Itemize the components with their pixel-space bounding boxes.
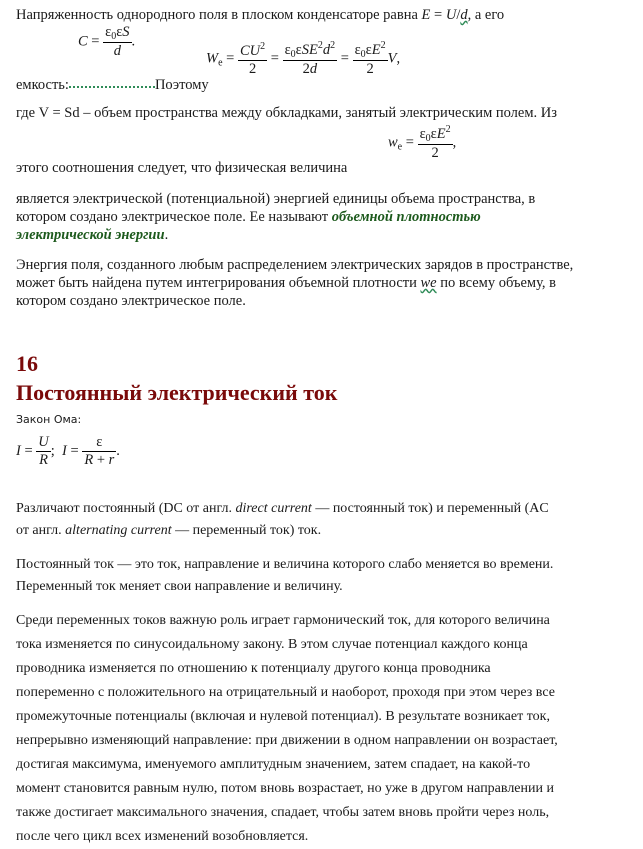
energy-density-formula: $w_e$ = $\frac{\varepsilon_0\varepsilon E^2}{2}$ , — [388, 124, 457, 161]
placeholder-line — [69, 86, 155, 88]
text-segment: , а его — [467, 7, 505, 23]
text-line: где V = Sd – объем пространства между обкладками, занятый электрическим полем. Из — [16, 105, 557, 121]
text-segment: Поэтому — [154, 77, 209, 93]
text-line: является электрической (потенциальной) энергией единицы объема пространства, в — [16, 191, 536, 207]
text-line: попеременно с положительного на отрицательный и наоборот, проходя при этом через все — [16, 685, 555, 700]
key-term: электрической энергии — [16, 227, 165, 243]
text-segment: Различают постоянный (DC от англ. — [16, 501, 236, 516]
text-segment: — постоянный ток) и переменный (AC — [311, 501, 549, 516]
text-line — [16, 575, 343, 599]
capacitance-formula: C = $\frac{\varepsilon_0\varepsilon S}{d}$ . — [78, 24, 136, 59]
text-line — [16, 75, 209, 95]
energy-formula: $W_e$ = $\frac{CU^2}{2}$ = $\frac{\varepsilon_0\varepsilon SE^2d^2}{2d}$ = $\frac{\varepsilon_0\varepsilon E^2}{2}$ V, — [206, 40, 401, 77]
text-line: Постоянный ток — это ток, направление и величина которого слабо меняется во времени. — [16, 557, 554, 572]
text-line: промежуточные потенциалы (включая и нулевой потенциал). В результате возникает ток, — [16, 709, 550, 724]
text-line: момент становится равным нулю, потом вновь возрастает, но уже в другом направлении и — [16, 781, 554, 796]
text-line: достигая максимума, именуемого амплитудным значением, затем спадает, на какой-то — [16, 757, 531, 772]
text-segment: / — [456, 7, 461, 23]
text-line: непрерывно изменяющий направление: при движении в одном направлении он возрастает, — [16, 733, 558, 748]
text-line — [16, 225, 168, 245]
text-segment: может быть найдена путем интегрирования объемной плотности — [16, 275, 421, 291]
chapter-title: Постоянный электрический ток — [16, 380, 338, 405]
text-line — [16, 207, 481, 227]
text-line — [16, 497, 549, 521]
text-segment: alternating current — [65, 523, 172, 538]
math-var: E — [421, 7, 431, 23]
text-line: проводника изменяется по отношению к потенциалу другого конца проводника — [16, 661, 491, 676]
text-segment: direct current — [235, 501, 312, 516]
chapter-number: 16 — [16, 351, 38, 376]
text-segment: — переменный ток) ток. — [171, 523, 322, 538]
text-line: котором создано электрическое поле. — [16, 293, 246, 309]
key-term: объемной плотностью — [331, 209, 481, 225]
text-line — [16, 273, 556, 293]
harmonic-paragraph — [16, 609, 636, 849]
ohm-law-formula: I = $\frac{U}{R}$ ; I = $\frac{\varepsilon}{R + r}$ . — [16, 434, 120, 468]
text-line — [16, 519, 321, 543]
text-line: этого соотношения следует, что физическая величина — [16, 160, 348, 176]
text-segment: по всему объему, в — [436, 275, 557, 291]
math-var: d — [460, 7, 468, 23]
math-var: U — [445, 7, 457, 23]
text-segment: Напряженность однородного поля в плоском конденсаторе равна — [16, 7, 422, 23]
text-line: Среди переменных токов важную роль играет гармонический ток, для которого величина — [16, 613, 550, 628]
text-line — [16, 5, 504, 25]
text-line: после чего цикл всех изменений возобновляется. — [16, 829, 309, 844]
text-segment: = — [430, 7, 446, 23]
text-line: тока изменяется по синусоидальному закону. В этом случае потенциал каждого конца — [16, 637, 528, 652]
text-segment: емкость: — [16, 77, 69, 93]
text-line: Энергия поля, созданного любым распределением электрических зарядов в пространстве, — [16, 257, 574, 273]
ohm-law-label: Закон Ома: — [16, 413, 82, 426]
math-var: we — [420, 275, 437, 291]
text-segment: котором создано электрическое поле. Ее называют — [16, 209, 332, 225]
text-segment: от англ. — [16, 523, 66, 538]
text-segment: . — [164, 227, 169, 243]
text-line: также достигает максимального значения, спадает, чтобы затем вновь пройти через ноль, — [16, 805, 550, 820]
text-segment: Переменный ток меняет свои направление и величину. — [16, 579, 343, 594]
